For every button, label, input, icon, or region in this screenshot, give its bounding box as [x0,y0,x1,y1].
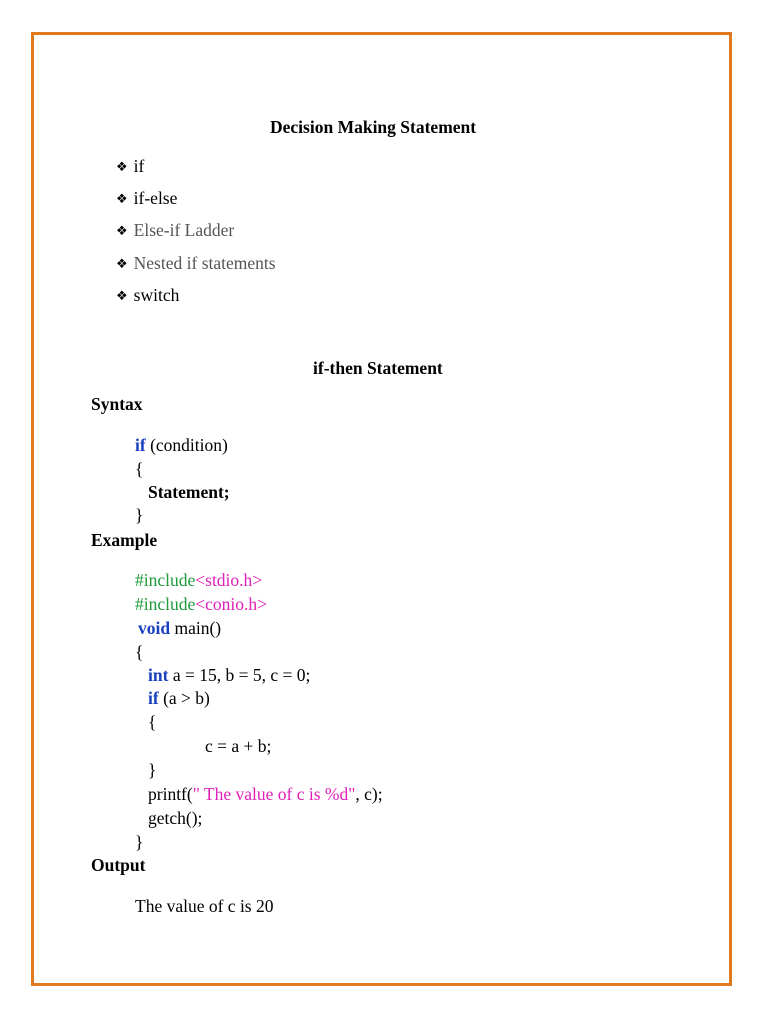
code-line-include-conio: #include<conio.h> [135,594,268,614]
syntax-line-if: if (condition) [135,435,228,455]
code-line-main: void main() [138,618,222,638]
code-line-if-open-brace: { [148,712,157,732]
syntax-label: Syntax [91,394,143,414]
bullet-item-if: ❖ if [116,156,145,176]
syntax-line-statement: Statement; [148,482,230,502]
diamond-bullet-icon: ❖ [116,224,128,239]
bullet-item-nested-if: ❖ Nested if statements [116,253,276,273]
bullet-item-if-else: ❖ if-else [116,188,178,208]
code-line-getch: getch(); [148,808,203,828]
section-heading: if-then Statement [313,358,443,378]
output-label: Output [91,855,146,875]
code-line-assign: c = a + b; [205,736,272,756]
diamond-bullet-icon: ❖ [116,289,128,304]
code-line-if: if (a > b) [148,688,210,708]
syntax-line-open-brace: { [135,459,144,479]
diamond-bullet-icon: ❖ [116,257,128,272]
diamond-bullet-icon: ❖ [116,192,128,207]
code-line-declaration: int a = 15, b = 5, c = 0; [148,665,311,685]
bullet-item-else-if-ladder: ❖ Else-if Ladder [116,220,235,240]
code-line-include-stdio: #include<stdio.h> [135,570,263,590]
code-line-open-brace: { [135,642,144,662]
diamond-bullet-icon: ❖ [116,160,128,175]
code-line-close-brace: } [135,832,144,852]
output-text: The value of c is 20 [135,896,274,916]
code-line-if-close-brace: } [148,760,157,780]
example-label: Example [91,530,158,550]
syntax-line-close-brace: } [135,505,144,525]
bullet-item-switch: ❖ switch [116,285,180,305]
code-line-printf: printf(" The value of c is %d", c); [148,784,383,804]
document-title: Decision Making Statement [270,117,477,137]
